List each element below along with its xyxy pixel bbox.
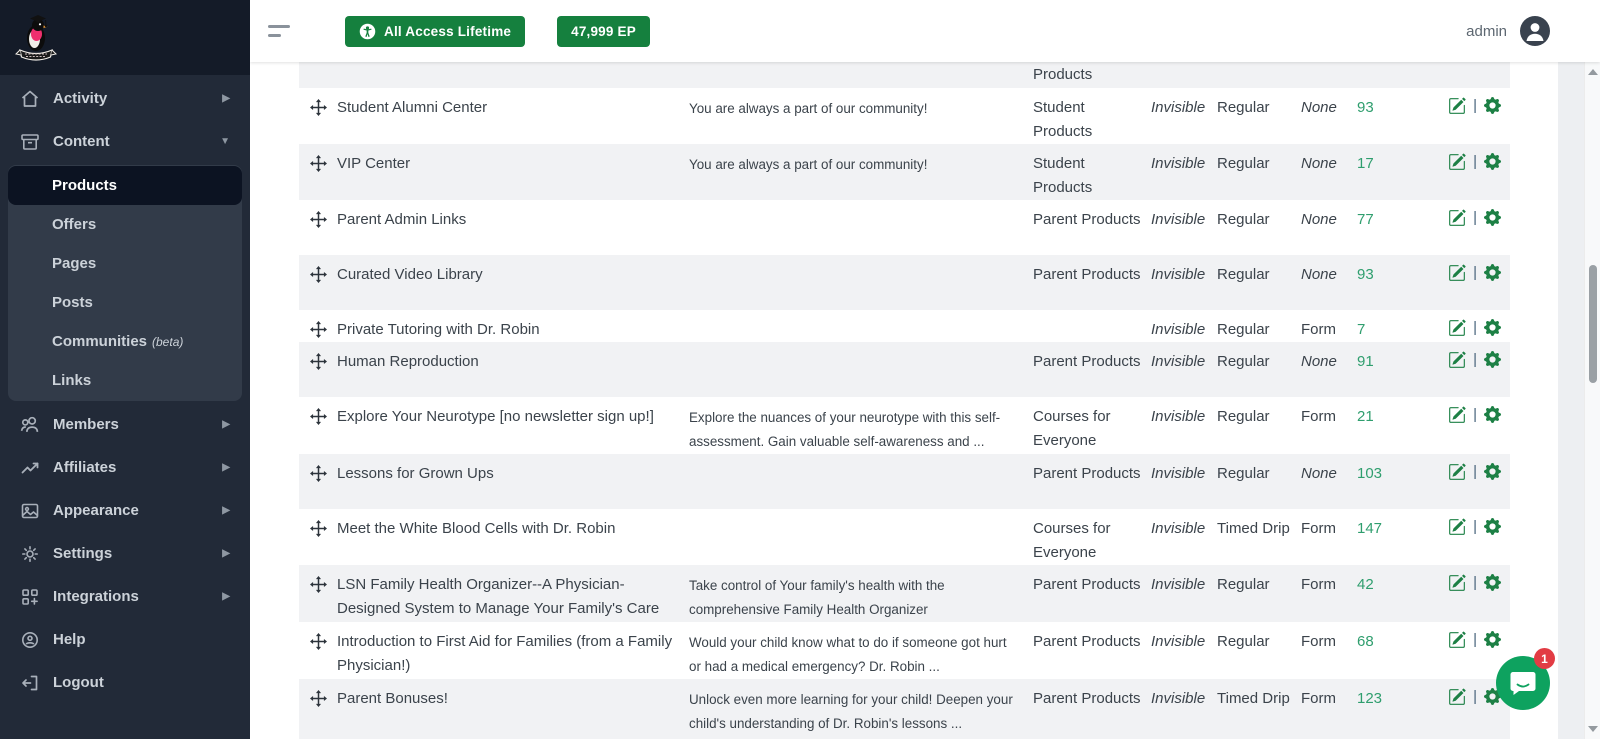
product-type: Regular [1217,211,1270,228]
product-type: Regular [1217,155,1270,172]
drag-handle-icon[interactable] [310,321,327,342]
table-row [299,144,1510,200]
chat-unread-badge[interactable]: 1 [1534,648,1555,669]
integrations-icon [19,586,40,607]
table-row [299,679,1510,739]
product-category: Parent Products [1033,465,1141,482]
product-name[interactable]: Parent Admin Links [337,211,467,228]
sidebar-item-label: Pages [52,255,97,272]
product-name[interactable]: Human Reproduction [337,353,479,370]
action-separator: | [1473,153,1477,170]
scroll-up-arrow-icon[interactable] [1587,66,1599,78]
product-delivery: Form [1301,690,1336,707]
drag-handle-icon[interactable] [310,633,327,679]
gear-icon[interactable] [1484,351,1501,368]
access-person-icon [359,23,376,40]
product-delivery: None [1301,99,1337,116]
product-description: Take control of Your family's health with the comprehensive Family Health Organizer [689,578,945,617]
logout-icon [19,672,40,693]
edit-icon[interactable] [1448,97,1466,115]
brand-bird-logo-icon[interactable] [12,12,60,64]
product-count[interactable]: 103 [1357,465,1383,482]
product-description [689,200,1033,255]
product-category: Parent Products [1033,266,1141,283]
sidebar-item-label: Help [53,631,86,648]
product-count[interactable]: 91 [1357,353,1374,370]
product-description [689,509,1033,565]
sidebar-item-label: Appearance [53,502,139,519]
table-row [299,397,1510,454]
sidebar-item-links[interactable] [8,361,242,400]
product-type: Regular [1217,353,1270,370]
gear-icon[interactable] [1484,631,1501,648]
product-type: Timed Drip [1217,690,1290,707]
product-category [1033,310,1151,342]
product-delivery: None [1301,266,1337,283]
points-badge[interactable] [557,16,650,47]
product-visibility: Invisible [1151,690,1206,707]
product-delivery: Form [1301,321,1336,338]
plan-badge-label: All Access Lifetime [384,23,512,39]
product-name[interactable]: Curated Video Library [337,266,483,283]
sidebar-item-pages[interactable] [8,244,242,283]
product-count[interactable]: 42 [1357,576,1374,593]
chat-bubble-icon [1509,670,1537,696]
right-gutter [1558,62,1584,739]
product-name[interactable]: Introduction to First Aid for Families (from a Family Physician!) [337,633,673,674]
sidebar-item-logout[interactable] [0,661,250,704]
product-category: Student Products [1033,155,1093,196]
sidebar-item-label: Integrations [53,588,139,605]
table-row [299,454,1510,509]
products-table [299,62,1510,739]
edit-icon[interactable] [1448,688,1466,706]
product-delivery: None [1301,211,1337,228]
home-icon [19,88,40,109]
chevron-right-icon: ▶ [222,419,230,430]
sidebar-item-label: Posts [52,294,93,311]
action-separator: | [1473,209,1477,226]
product-delivery: Form [1301,633,1336,650]
product-visibility: Invisible [1151,520,1206,537]
product-delivery: None [1301,465,1337,482]
table-row [299,342,1510,397]
sidebar-item-content[interactable] [0,120,250,163]
gear-icon[interactable] [1484,518,1501,535]
product-delivery: Form [1301,520,1336,537]
product-description: Would your child know what to do if someone got hurt or had a medical emergency? Dr. Robin ... [689,635,1007,674]
product-type: Regular [1217,408,1270,425]
product-name[interactable]: Parent Bonuses! [337,690,448,707]
product-category: Courses for Everyone [1033,408,1111,449]
plan-badge[interactable] [345,16,525,47]
product-description [689,342,1033,397]
edit-icon[interactable] [1448,264,1466,282]
product-description: Explore the nuances of your neurotype with this self-assessment. Gain valuable self-awareness and ... [689,410,1001,449]
action-separator: | [1473,574,1477,591]
table-row [299,88,1510,144]
edit-icon[interactable] [1448,153,1466,171]
edit-icon[interactable] [1448,351,1466,369]
chevron-right-icon: ▶ [222,591,230,602]
sidebar-item-label: Members [53,416,119,433]
drag-handle-icon[interactable] [310,690,327,739]
edit-icon[interactable] [1448,518,1466,536]
sidebar-item-label: Offers [52,216,97,233]
product-category: Parent Products [1033,353,1141,370]
chevron-right-icon: ▶ [222,505,230,516]
product-type: Regular [1217,99,1270,116]
sidebar-item-label: Activity [53,90,108,107]
sidebar-item-label: Links [52,372,92,389]
product-description: You are always a part of our community! [689,101,928,116]
product-category: Courses for Everyone [1033,520,1111,561]
product-name[interactable]: Student Alumni Center [337,99,488,116]
hamburger-menu-icon[interactable] [268,25,292,37]
content-box-icon [19,131,40,152]
table-row [299,509,1510,565]
trending-up-icon [19,457,40,478]
product-description [689,255,1033,310]
sidebar-nav [0,75,250,704]
sidebar-item-label: Affiliates [53,459,117,476]
sidebar-item-label: Products [52,177,118,194]
drag-handle-icon[interactable] [310,99,327,144]
product-name[interactable]: Lessons for Grown Ups [337,465,494,482]
product-category: Student Products [1033,99,1093,140]
product-type: Regular [1217,465,1270,482]
drag-handle-icon[interactable] [310,266,327,310]
action-separator: | [1473,518,1477,535]
points-badge-label: 47,999 EP [571,23,636,39]
edit-icon[interactable] [1448,631,1466,649]
table-row-partial [299,62,1510,88]
help-icon [19,629,40,650]
gear-icon[interactable] [1484,463,1501,480]
beta-tag: (beta) [152,334,184,349]
product-description [689,310,1033,342]
product-count[interactable]: 68 [1357,633,1374,650]
product-visibility: Invisible [1151,266,1206,283]
product-visibility: Invisible [1151,99,1206,116]
sidebar-item-label: Settings [53,545,113,562]
action-separator: | [1473,351,1477,368]
product-visibility: Invisible [1151,211,1206,228]
action-separator: | [1473,319,1477,336]
product-description: Unlock even more learning for your child! Deepen your child's understanding of Dr. Robin's lessons ... [689,692,1013,731]
table-row [299,200,1510,255]
chevron-right-icon: ▶ [222,462,230,473]
product-type: Regular [1217,576,1270,593]
product-delivery: Form [1301,408,1336,425]
product-count[interactable]: 77 [1357,211,1374,228]
product-count[interactable]: 17 [1357,155,1374,172]
drag-handle-icon[interactable] [310,576,327,622]
product-name[interactable]: VIP Center [337,155,411,172]
product-count[interactable]: 123 [1357,690,1383,707]
product-delivery: None [1301,353,1337,370]
edit-icon[interactable] [1448,319,1466,337]
product-count[interactable]: 93 [1357,99,1374,116]
chevron-right-icon: ▶ [222,548,230,559]
product-count[interactable]: 93 [1357,266,1374,283]
table-row [299,565,1510,622]
action-separator: | [1473,264,1477,281]
product-visibility: Invisible [1151,408,1206,425]
drag-handle-icon[interactable] [310,520,327,565]
chevron-down-icon: ▼ [220,136,230,147]
product-count[interactable]: 21 [1357,408,1374,425]
table-rows [299,88,1510,739]
action-separator: | [1473,97,1477,114]
sidebar-item-posts[interactable] [8,283,242,322]
gear-icon[interactable] [1484,574,1501,591]
sidebar-item-label: Content [53,133,110,150]
gear-icon[interactable] [1484,264,1501,281]
product-name[interactable]: Explore Your Neurotype [no newsletter sign up!] [337,408,654,425]
table-row [299,622,1510,679]
product-delivery: Form [1301,576,1336,593]
table-row [299,255,1510,310]
product-type: Regular [1217,266,1270,283]
product-count[interactable]: 147 [1357,520,1383,537]
chevron-right-icon: ▶ [222,93,230,104]
topbar [250,0,1600,62]
product-description [689,454,1033,509]
members-icon [19,414,40,435]
product-type: Regular [1217,633,1270,650]
product-description: You are always a part of our community! [689,157,928,172]
product-name[interactable]: LSN Family Health Organizer--A Physician-Designed System to Manage Your Family's Care [337,576,660,617]
product-visibility: Invisible [1151,576,1206,593]
scrollbar-thumb[interactable] [1589,265,1597,383]
gear-icon[interactable] [1484,319,1501,336]
sidebar-item-integrations[interactable] [0,575,250,618]
user-avatar[interactable] [1520,16,1550,46]
sidebar-item-label: Logout [53,674,104,691]
action-separator: | [1473,688,1477,705]
product-delivery: None [1301,155,1337,172]
image-icon [19,500,40,521]
drag-handle-icon[interactable] [310,353,327,397]
drag-handle-icon[interactable] [310,408,327,454]
table-row [299,310,1510,342]
product-name[interactable]: Private Tutoring with Dr. Robin [337,321,540,338]
drag-handle-icon[interactable] [310,211,327,255]
product-category: Parent Products [1033,576,1141,593]
product-visibility: Invisible [1151,155,1206,172]
product-category: Products [1033,66,1093,83]
sidebar-item-members[interactable] [0,403,250,446]
gear-outline-icon [19,543,40,564]
sidebar-item-activity[interactable] [0,77,250,120]
logo-block [0,0,250,75]
product-category: Parent Products [1033,690,1141,707]
product-visibility: Invisible [1151,321,1206,338]
gear-icon[interactable] [1484,406,1501,423]
gear-icon[interactable] [1484,97,1501,114]
product-count[interactable]: 7 [1357,321,1366,338]
sidebar-item-affiliates[interactable] [0,446,250,489]
vertical-scrollbar[interactable] [1584,62,1600,739]
gear-icon[interactable] [1484,153,1501,170]
edit-icon[interactable] [1448,463,1466,481]
action-separator: | [1473,631,1477,648]
product-type: Timed Drip [1217,520,1290,537]
action-separator: | [1473,463,1477,480]
product-type: Regular [1217,321,1270,338]
drag-handle-icon[interactable] [310,155,327,200]
sidebar-item-help[interactable] [0,618,250,661]
product-category: Parent Products [1033,211,1141,228]
content-submenu [8,165,242,401]
user-name: admin [1466,22,1507,40]
sidebar-item-appearance[interactable] [0,489,250,532]
product-visibility: Invisible [1151,353,1206,370]
gear-icon[interactable] [1484,209,1501,226]
main-content [250,62,1600,739]
sidebar-item-label: Communities [52,333,148,350]
scroll-down-arrow-icon[interactable] [1587,723,1599,735]
action-separator: | [1473,406,1477,423]
product-name[interactable]: Meet the White Blood Cells with Dr. Robin [337,520,616,537]
product-visibility: Invisible [1151,465,1206,482]
edit-icon[interactable] [1448,406,1466,424]
sidebar-item-settings[interactable] [0,532,250,575]
edit-icon[interactable] [1448,209,1466,227]
sidebar-item-communities[interactable] [8,322,242,361]
sidebar-item-products[interactable] [8,166,242,205]
drag-handle-icon[interactable] [310,465,327,509]
sidebar [0,0,250,739]
edit-icon[interactable] [1448,574,1466,592]
product-category: Parent Products [1033,633,1141,650]
product-visibility: Invisible [1151,633,1206,650]
sidebar-item-offers[interactable] [8,205,242,244]
